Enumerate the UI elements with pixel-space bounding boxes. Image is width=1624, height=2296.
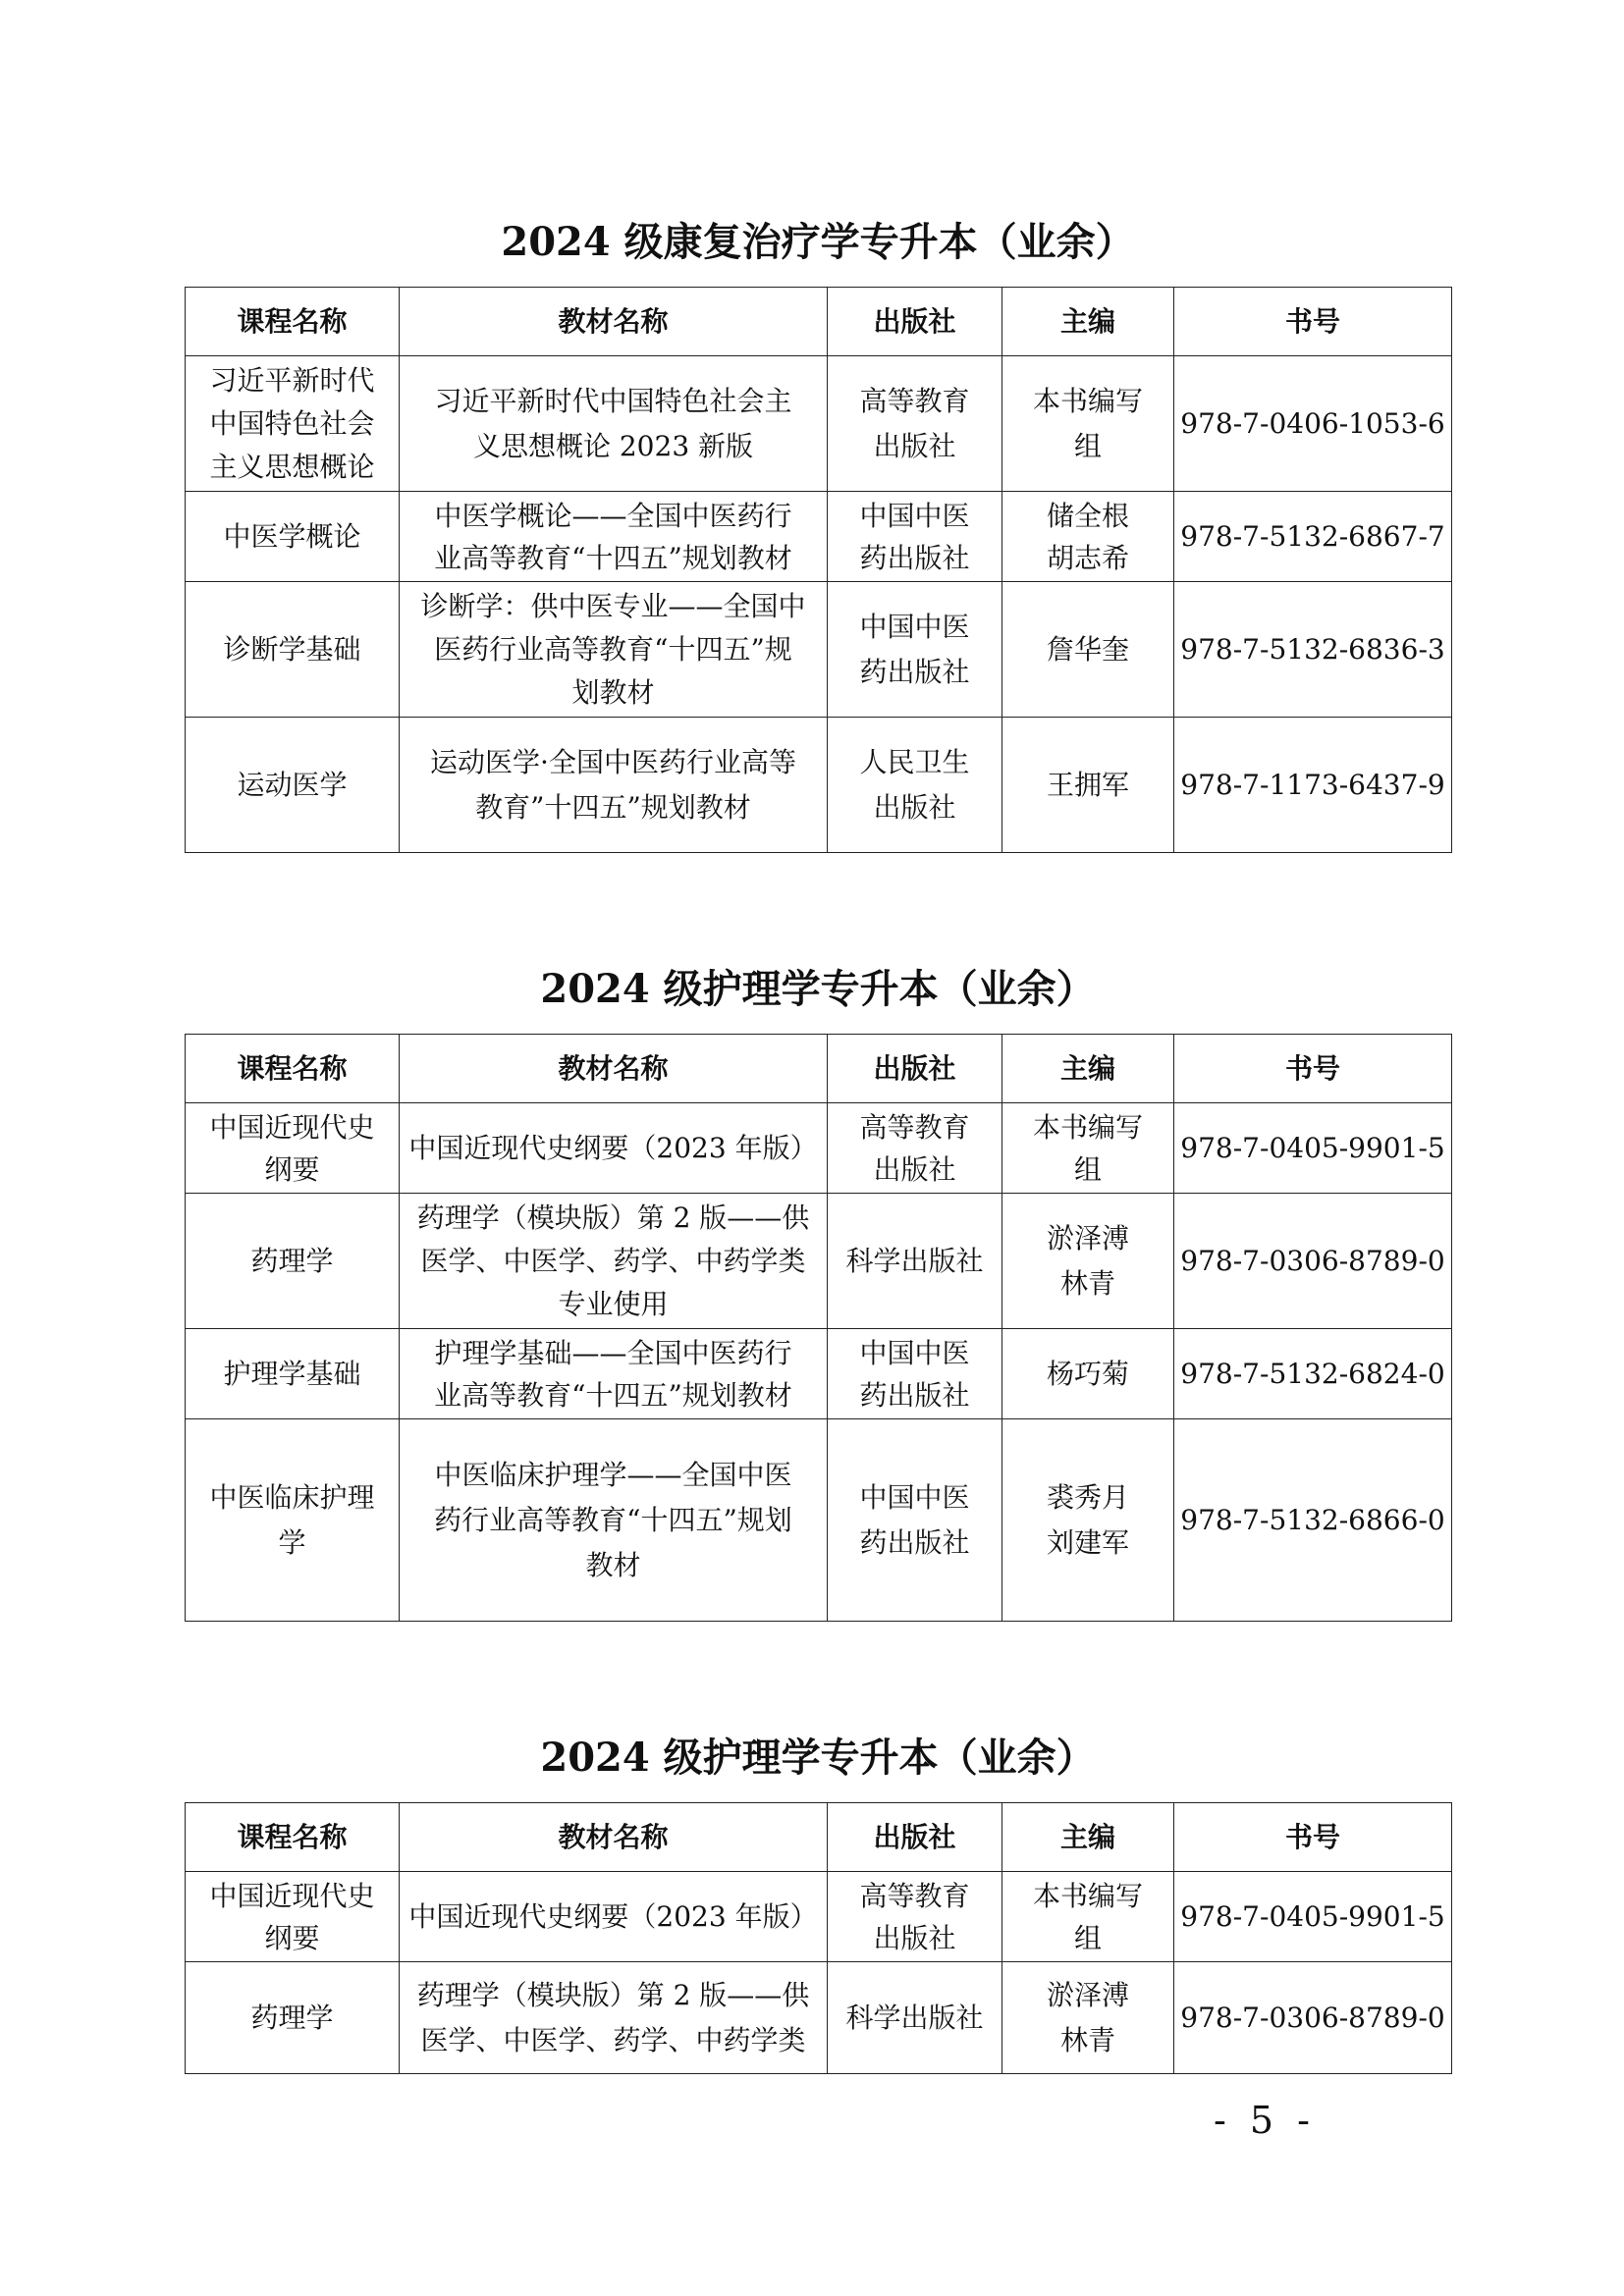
editor-cell [1002, 492, 1174, 582]
cell-line: 药理学 [250, 2001, 334, 2034]
cell-line: 运动医学 [237, 768, 348, 801]
cell-line: 中国近现代史 [209, 1110, 375, 1144]
table-row [186, 1103, 1452, 1194]
header-editor: 主编 [1002, 288, 1174, 356]
table-row [186, 492, 1452, 582]
publisher-cell [828, 582, 1002, 718]
cell-line: 詹华奎 [1046, 632, 1129, 666]
header-publisher: 出版社 [828, 288, 1002, 356]
cell-line: 中医临床护理学——全国中医 [434, 1458, 792, 1491]
cell-line: 中国近现代史 [209, 1879, 375, 1912]
isbn-cell: 978-7-0405-9901-5 [1174, 1872, 1452, 1962]
cell-line: 胡志希 [1046, 541, 1129, 574]
cell-line: 药理学 [250, 1244, 334, 1277]
textbook-table [185, 1802, 1452, 2074]
publisher-cell [828, 1872, 1002, 1962]
course-cell [186, 582, 400, 718]
table-row [186, 1329, 1452, 1419]
isbn-cell: 978-7-5132-6867-7 [1174, 492, 1452, 582]
cell-line: 高等教育 [859, 384, 970, 417]
cell-line: 中国特色社会 [209, 406, 375, 440]
cell-line: 药出版社 [859, 655, 970, 688]
cell-line: 裘秀月 [1046, 1480, 1129, 1514]
cell-line: 护理学基础——全国中医药行 [434, 1336, 792, 1369]
editor-cell [1002, 1872, 1174, 1962]
course-cell [186, 718, 400, 853]
table-header-row [186, 1035, 1452, 1103]
editor-cell [1002, 356, 1174, 492]
table-row [186, 356, 1452, 492]
table-row [186, 582, 1452, 718]
cell-line: 本书编写 [1032, 1110, 1143, 1144]
cell-line: 药出版社 [859, 1525, 970, 1559]
cell-line: 林青 [1059, 2023, 1115, 2056]
header-course: 课程名称 [186, 1035, 400, 1103]
cell-line: 出版社 [873, 1921, 956, 1954]
cell-line: 组 [1073, 1152, 1102, 1186]
course-cell [186, 1419, 400, 1622]
textbook-cell [400, 1962, 828, 2074]
publisher-cell [828, 356, 1002, 492]
textbook-table [185, 287, 1452, 853]
publisher-cell [828, 1329, 1002, 1419]
editor-cell [1002, 1329, 1174, 1419]
header-publisher: 出版社 [828, 1035, 1002, 1103]
course-cell [186, 1872, 400, 1962]
publisher-cell [828, 1419, 1002, 1622]
textbook-cell [400, 1194, 828, 1329]
cell-line: 药出版社 [859, 1378, 970, 1412]
table-row [186, 1419, 1452, 1622]
cell-line: 人民卫生 [859, 745, 970, 778]
editor-cell [1002, 1962, 1174, 2074]
cell-line: 组 [1073, 1921, 1102, 1954]
course-cell [186, 356, 400, 492]
cell-line: 教材 [585, 1548, 641, 1581]
table-row [186, 1962, 1452, 2074]
cell-line: 出版社 [873, 1152, 956, 1186]
textbook-cell [400, 1329, 828, 1419]
cell-line: 医药行业高等教育“十四五”规 [434, 632, 792, 666]
cell-line: 王拥军 [1046, 768, 1129, 801]
textbook-cell [400, 492, 828, 582]
cell-line: 纲要 [264, 1152, 320, 1186]
cell-line: 药行业高等教育“十四五”规划 [434, 1503, 792, 1536]
textbook-cell [400, 1419, 828, 1622]
course-cell [186, 1329, 400, 1419]
header-isbn: 书号 [1174, 1035, 1452, 1103]
cell-line: 诊断学：供中医专业——全国中 [420, 589, 806, 622]
isbn-cell: 978-7-0406-1053-6 [1174, 356, 1452, 492]
section-title: 2024 级护理学专升本（业余） [540, 1735, 1096, 1781]
cell-line: 组 [1073, 429, 1102, 462]
publisher-cell [828, 492, 1002, 582]
section-title: 2024 级护理学专升本（业余） [540, 966, 1096, 1012]
cell-line: 教育”十四五”规划教材 [475, 790, 751, 824]
isbn-cell: 978-7-0405-9901-5 [1174, 1103, 1452, 1194]
cell-line: 科学出版社 [845, 1244, 984, 1277]
header-textbook: 教材名称 [400, 288, 828, 356]
cell-line: 药理学（模块版）第 2 版——供 [416, 1201, 810, 1234]
cell-line: 中国近现代史纲要（2023 年版） [408, 1899, 818, 1933]
cell-line: 本书编写 [1032, 1879, 1143, 1912]
header-isbn: 书号 [1174, 1803, 1452, 1872]
cell-line: 科学出版社 [845, 2001, 984, 2034]
textbook-cell [400, 582, 828, 718]
header-editor: 主编 [1002, 1035, 1174, 1103]
cell-line: 中医学概论——全国中医药行 [434, 499, 792, 532]
table-header-row [186, 1803, 1452, 1872]
section-title: 2024 级康复治疗学专升本（业余） [501, 219, 1135, 265]
cell-line: 中国中医 [859, 610, 970, 643]
publisher-cell [828, 1962, 1002, 2074]
table-row [186, 1872, 1452, 1962]
cell-line: 本书编写 [1032, 384, 1143, 417]
cell-line: 中国近现代史纲要（2023 年版） [408, 1131, 818, 1164]
cell-line: 学 [278, 1525, 306, 1559]
table-row [186, 1194, 1452, 1329]
isbn-cell: 978-7-5132-6866-0 [1174, 1419, 1452, 1622]
cell-line: 中国中医 [859, 499, 970, 532]
cell-line: 高等教育 [859, 1879, 970, 1912]
cell-line: 刘建军 [1046, 1525, 1129, 1559]
publisher-cell [828, 1194, 1002, 1329]
cell-line: 运动医学·全国中医药行业高等 [430, 745, 796, 778]
cell-line: 诊断学基础 [223, 632, 361, 666]
editor-cell [1002, 1103, 1174, 1194]
cell-line: 习近平新时代 [209, 363, 375, 397]
cell-line: 出版社 [873, 429, 956, 462]
editor-cell [1002, 1419, 1174, 1622]
cell-line: 出版社 [873, 790, 956, 824]
header-textbook: 教材名称 [400, 1803, 828, 1872]
header-course: 课程名称 [186, 1803, 400, 1872]
course-cell [186, 1962, 400, 2074]
cell-line: 纲要 [264, 1921, 320, 1954]
textbook-cell [400, 1872, 828, 1962]
cell-line: 中医临床护理 [209, 1480, 375, 1514]
course-cell [186, 1103, 400, 1194]
cell-line: 主义思想概论 [209, 450, 375, 483]
header-editor: 主编 [1002, 1803, 1174, 1872]
cell-line: 业高等教育“十四五”规划教材 [434, 541, 792, 574]
editor-cell [1002, 1194, 1174, 1329]
cell-line: 杨巧菊 [1046, 1357, 1129, 1390]
cell-line: 医学、中医学、药学、中药学类 [420, 2023, 806, 2056]
header-textbook: 教材名称 [400, 1035, 828, 1103]
editor-cell [1002, 582, 1174, 718]
cell-line: 药理学（模块版）第 2 版——供 [416, 1978, 810, 2011]
publisher-cell [828, 718, 1002, 853]
course-cell [186, 1194, 400, 1329]
header-publisher: 出版社 [828, 1803, 1002, 1872]
publisher-cell [828, 1103, 1002, 1194]
textbook-cell [400, 356, 828, 492]
cell-line: 中国中医 [859, 1336, 970, 1369]
cell-line: 义思想概论 2023 新版 [472, 429, 754, 462]
cell-line: 划教材 [571, 675, 655, 709]
cell-line: 中医学概论 [223, 519, 361, 553]
cell-line: 林青 [1059, 1266, 1115, 1300]
header-isbn: 书号 [1174, 288, 1452, 356]
cell-line: 专业使用 [558, 1287, 669, 1320]
textbook-cell [400, 1103, 828, 1194]
cell-line: 淤泽溥 [1046, 1221, 1129, 1255]
isbn-cell: 978-7-0306-8789-0 [1174, 1962, 1452, 2074]
cell-line: 医学、中医学、药学、中药学类 [420, 1244, 806, 1277]
table-header-row [186, 288, 1452, 356]
cell-line: 储全根 [1046, 499, 1129, 532]
isbn-cell: 978-7-0306-8789-0 [1174, 1194, 1452, 1329]
cell-line: 药出版社 [859, 541, 970, 574]
cell-line: 业高等教育“十四五”规划教材 [434, 1378, 792, 1412]
isbn-cell: 978-7-1173-6437-9 [1174, 718, 1452, 853]
isbn-cell: 978-7-5132-6824-0 [1174, 1329, 1452, 1419]
course-cell [186, 492, 400, 582]
cell-line: 中国中医 [859, 1480, 970, 1514]
cell-line: 淤泽溥 [1046, 1978, 1129, 2011]
editor-cell [1002, 718, 1174, 853]
header-course: 课程名称 [186, 288, 400, 356]
page-number: - 5 - [1213, 2099, 1316, 2142]
cell-line: 护理学基础 [223, 1357, 361, 1390]
table-row [186, 718, 1452, 853]
isbn-cell: 978-7-5132-6836-3 [1174, 582, 1452, 718]
textbook-cell [400, 718, 828, 853]
textbook-table [185, 1034, 1452, 1622]
cell-line: 习近平新时代中国特色社会主 [434, 384, 792, 417]
cell-line: 高等教育 [859, 1110, 970, 1144]
